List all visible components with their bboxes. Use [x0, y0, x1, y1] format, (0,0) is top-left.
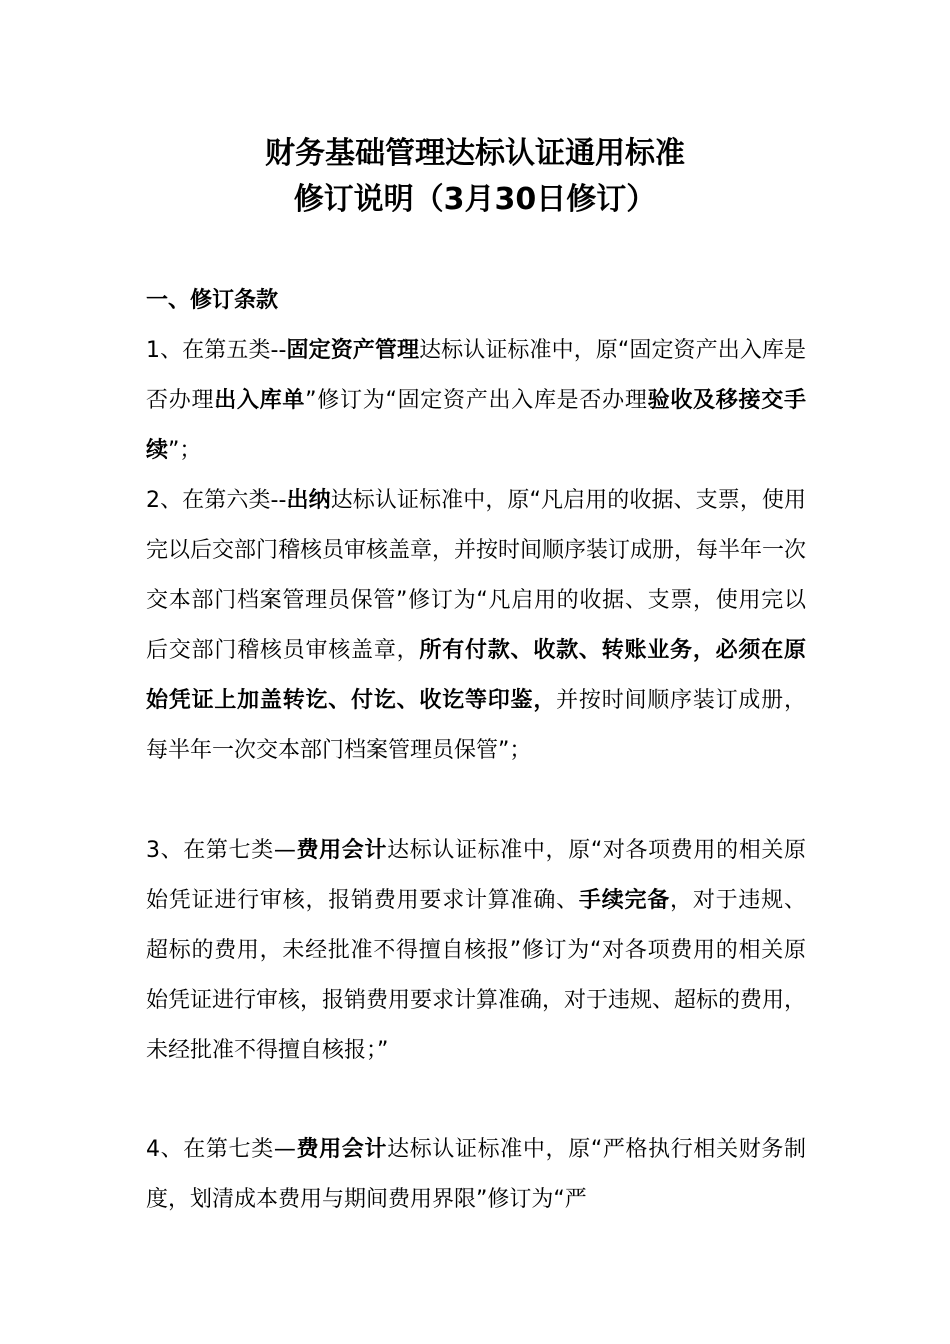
- text-run: ”；: [168, 438, 202, 463]
- bold-term: 固定资产管理: [286, 338, 420, 363]
- text-run: ，对于违规、超标的费用，未经批准不得擅自核报”修订为“对各项费用的相关原始凭证进行审核，报销费用要求计算准确，对于违规、超标的费用，未经批准不得擅自核报；”: [146, 888, 807, 1063]
- section-heading: 一、修订条款: [146, 288, 279, 313]
- text-run: 达标认证标准中，原“严格执行相关财务制度，划清成本费用与期间费用界限”修订为“严: [146, 1137, 806, 1212]
- text-run: 达标认证标准中，原“凡启用的收据、支票，使用完以后交部门稽核员审核盖章，并按时间顺序装订成册，每半年一次交本部门档案管理员保管”修订为“凡启用的收据、支票，使用完以后交部门稽核员审核盖章，: [146, 488, 807, 663]
- bold-term: 出纳: [286, 488, 331, 513]
- text-run: 1、在第五类--: [146, 338, 287, 363]
- text-run: 达标认证标准中，原“对各项费用的相关原始凭证进行审核，报销费用要求计算准确、: [146, 838, 806, 913]
- revision-item-4: [146, 1125, 806, 1225]
- bold-term: 所有付款、收款、转账业务，必须在原始凭证上加盖转讫、付讫、收讫等印鉴，: [146, 638, 806, 713]
- bold-term: 手续完备: [578, 888, 671, 913]
- document-subtitle: 修订说明（3月30日修订）: [293, 182, 657, 217]
- text-run: 4、在第七类—: [146, 1137, 296, 1162]
- text-run: ”修订为“固定资产出入库是否办理: [305, 388, 648, 413]
- revision-item-1: [146, 326, 806, 476]
- text-run: 并按时间顺序装订成册，每半年一次交本部门档案管理员保管”；: [146, 688, 806, 763]
- text-run: 达标认证标准中，原“固定资产出入库是否办理: [146, 338, 806, 413]
- document-title: 财务基础管理达标认证通用标准: [265, 136, 685, 171]
- text-run: 3、在第七类—: [146, 838, 296, 863]
- bold-term: 验收及移接交手续: [146, 388, 806, 463]
- text-run: 2、在第六类--: [146, 488, 287, 513]
- bold-term: 出入库单: [214, 388, 306, 413]
- revision-item-3: [146, 826, 806, 1076]
- bold-term: 费用会计: [295, 838, 388, 863]
- revision-item-2: [146, 476, 806, 776]
- bold-term: 费用会计: [295, 1137, 388, 1162]
